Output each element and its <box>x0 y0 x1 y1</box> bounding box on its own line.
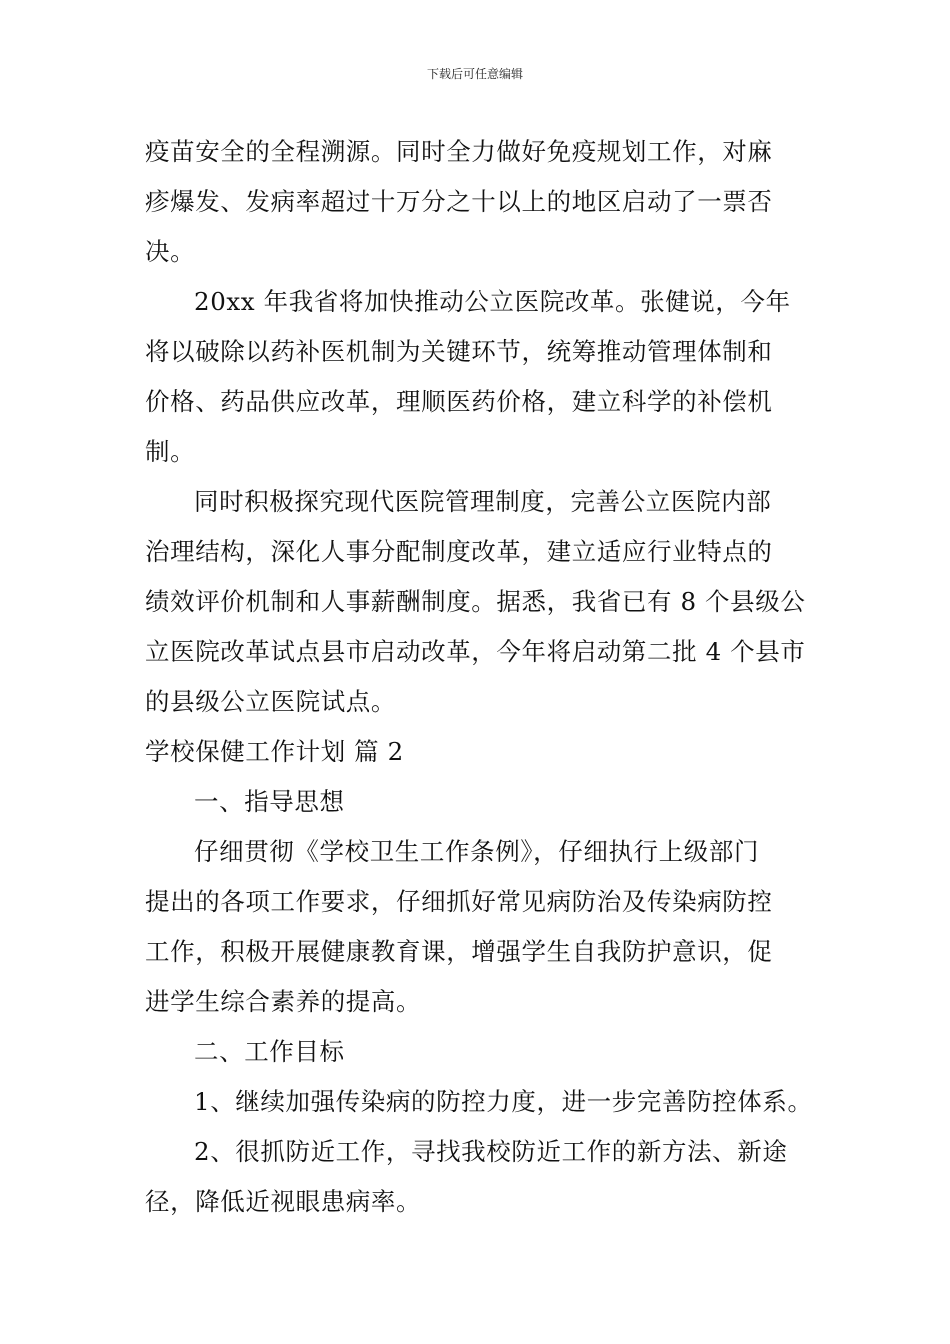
text-line: 仔细贯彻《学校卫生工作条例》，仔细执行上级部门 <box>194 837 760 866</box>
text-line: 的县级公立医院试点。 <box>145 687 396 716</box>
page-header-note: 下载后可任意编辑 <box>426 67 523 81</box>
section-title: 学校保健工作计划 篇 2 <box>145 737 404 766</box>
list-item <box>145 1127 815 1227</box>
text-line: 2、很抓防近工作，寻找我校防近工作的新方法、新途 <box>194 1137 788 1166</box>
subheading <box>145 777 815 827</box>
text-line: 将以破除以药补医机制为关键环节，统筹推动管理体制和 <box>145 337 773 366</box>
section-heading <box>145 727 815 777</box>
paragraph <box>145 477 815 727</box>
text-line: 20xx 年我省将加快推动公立医院改革。张健说，今年 <box>194 287 791 316</box>
text-line: 绩效评价机制和人事薪酬制度。据悉，我省已有 8 个县级公 <box>145 587 806 616</box>
paragraph <box>145 127 815 277</box>
subheading-work-goals: 二、工作目标 <box>194 1037 345 1066</box>
text-line: 提出的各项工作要求，仔细抓好常见病防治及传染病防控 <box>145 887 773 916</box>
text-line: 进学生综合素养的提高。 <box>145 987 422 1016</box>
text-line: 制。 <box>145 437 196 466</box>
paragraph <box>145 277 815 477</box>
text-line: 立医院改革试点县市启动改革，今年将启动第二批 4 个县市 <box>145 637 806 666</box>
paragraph <box>145 827 815 1027</box>
text-line: 治理结构，深化人事分配制度改革，建立适应行业特点的 <box>145 537 773 566</box>
text-line: 同时积极探究现代医院管理制度，完善公立医院内部 <box>194 487 772 516</box>
text-line: 1、继续加强传染病的防控力度，进一步完善防控体系。 <box>194 1087 813 1116</box>
subheading <box>145 1027 815 1077</box>
text-line: 决。 <box>145 237 196 266</box>
text-line: 价格、药品供应改革，理顺医药价格，建立科学的补偿机 <box>145 387 773 416</box>
text-line: 疹爆发、发病率超过十万分之十以上的地区启动了一票否 <box>145 187 773 216</box>
subheading-guiding-thought: 一、指导思想 <box>194 787 345 816</box>
text-line: 工作，积极开展健康教育课，增强学生自我防护意识，促 <box>145 937 773 966</box>
list-item <box>145 1077 815 1127</box>
text-line: 径，降低近视眼患病率。 <box>145 1187 422 1216</box>
text-line: 疫苗安全的全程溯源。同时全力做好免疫规划工作，对麻 <box>145 137 773 166</box>
document-body <box>145 127 815 1227</box>
